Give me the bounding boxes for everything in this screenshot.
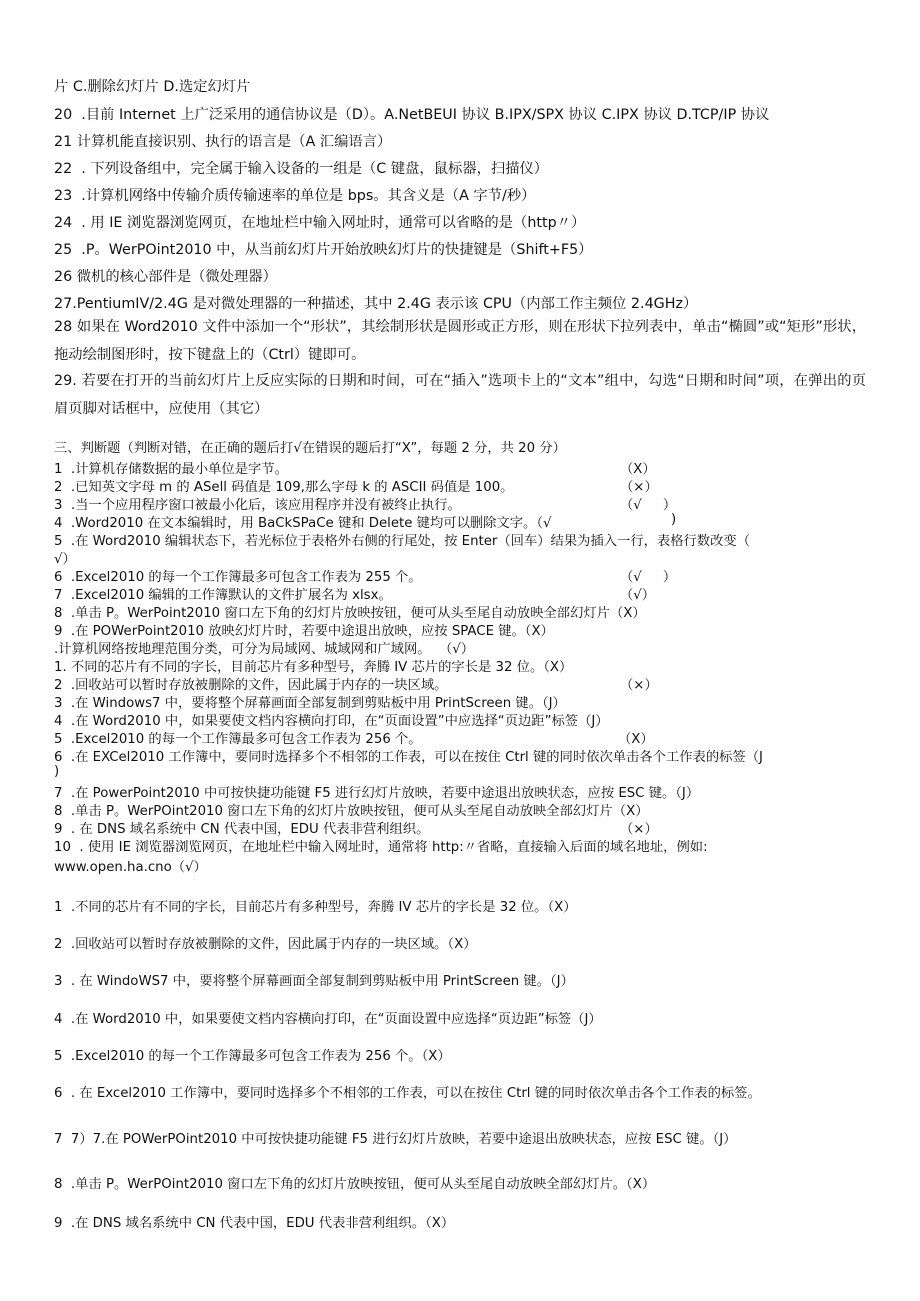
review-item: 8 .单击 P。WerPOint2010 窗口左下角的幻灯片放映按钮，便可从头至尾自动放映全部幻灯片。（X）: [54, 1177, 656, 1192]
answer-line: 25 .P。WerPOint2010 中，从当前幻灯片开始放映幻灯片的快捷键是（Shift+F5）: [54, 242, 593, 258]
judge-item: 3 .在 Windows7 中，要将整个屏幕画面全部复制到剪贴板中用 PrintScreen 键。（J）: [54, 696, 566, 711]
judge-mark: （×）: [620, 480, 658, 495]
judge-item: 1. 不同的芯片有不同的字长，目前芯片有多种型号，奔腾 IV 芯片的字长是 32 位。（X）: [54, 660, 573, 675]
review-item: 1 .不同的芯片有不同的字长，目前芯片有多种型号，奔腾 IV 芯片的字长是 32 位。（X）: [54, 900, 577, 915]
review-item: 7 7）7.在 POWerPOint2010 中可按快捷功能键 F5 进行幻灯片放映，若要中途退出放映状态，应按 ESC 键。（J）: [54, 1132, 737, 1147]
judge-mark: （×）: [620, 822, 658, 837]
review-item: 4 .在 Word2010 中，如果要使文档内容横向打印，在“页面设置中应选择“页边距”标签（J）: [54, 1012, 602, 1027]
judge-mark: （√ ）: [620, 570, 677, 585]
judge-item: ): [54, 764, 60, 779]
answer-line: 片 C.删除幻灯片 D.选定幻灯片: [54, 79, 251, 95]
judge-item: 1 .计算机存储数据的最小单位是字节。: [54, 462, 288, 477]
judge-item: 4 .Word2010 在文本编辑时，用 BaCkSPaCe 键和 Delete 键均可以删除文字。（√: [54, 516, 552, 531]
judge-mark: （√ ）: [620, 498, 677, 513]
judge-item: √）: [54, 552, 76, 567]
answer-line: 27.PentiumIV/2.4G 是对微处理器的一种描述，其中 2.4G 表示该 CPU（内部工作主频位 2.4GHz）: [54, 296, 698, 312]
judge-item: 9 . 在 DNS 域名系统中 CN 代表中国，EDU 代表非营利组织。: [54, 822, 430, 837]
answer-line: 21 计算机能直接识别、执行的语言是（A 汇编语言）: [54, 134, 392, 150]
judge-item: www.open.ha.cno（√）: [54, 860, 207, 875]
judge-mark: （X）: [618, 732, 654, 747]
judge-item: 8 .单击 P。WerPoint2010 窗口左下角的幻灯片放映按钮，便可从头至尾自动放映全部幻灯片（X）: [54, 606, 646, 621]
judge-item: 9 .在 POWerPoint2010 放映幻灯片时，若要中途退出放映，应按 SPACE 键。（X）: [54, 624, 554, 639]
judge-item: 8 .单击 P。WerPOint2010 窗口左下角的幻灯片放映按钮，便可从头至尾自动放映全部幻灯片（X）: [54, 804, 649, 819]
judge-item: 2 .回收站可以暂时存放被删除的文件，因此属于内存的一块区域。: [54, 678, 448, 693]
judge-item: .计算机网络按地理范围分类，可分为局域网、城域网和广域网。 （√）: [54, 642, 475, 657]
judge-mark: （×）: [620, 678, 658, 693]
judge-mark: （√）: [620, 588, 656, 603]
review-item: 6 . 在 Excel2010 工作簿中，要同时选择多个不相邻的工作表，可以在按住 Ctrl 键的同时依次单击各个工作表的标签。: [54, 1086, 761, 1101]
answer-paragraph: 29. 若要在打开的当前幻灯片上反应实际的日期和时间，可在“插入”选项卡上的“文本”组中，勾选“日期和时间”项，在弹出的页眉页脚对话框中，应使用（其它）: [54, 373, 866, 417]
review-item: 9 .在 DNS 域名系统中 CN 代表中国，EDU 代表非营利组织。（X）: [54, 1216, 455, 1231]
answer-line: 26 微机的核心部件是（微处理器）: [54, 269, 277, 285]
judge-item: 6 .Excel2010 的每一个工作簿最多可包含工作表为 255 个。: [54, 570, 422, 585]
judge-item: 10 . 使用 IE 浏览器浏览网页，在地址栏中输入网址时，通常将 http:〃省略，直接输入后面的域名地址，例如:: [54, 840, 708, 855]
judge-item: 5 .Excel2010 的每一个工作簿最多可包含工作表为 256 个。: [54, 732, 422, 747]
judge-item: 7 .在 PowerPoint2010 中可按快捷功能键 F5 进行幻灯片放映，若要中途退出放映状态，应按 ESC 键。（J）: [54, 786, 700, 801]
judge-mark: （X）: [620, 462, 656, 477]
answer-line: 20 .目前 Internet 上广泛采用的通信协议是（D）。A.NetBEUI 协议 B.IPX/SPX 协议 C.IPX 协议 D.TCP/IP 协议: [54, 107, 770, 123]
answer-line: 22 . 下列设备组中，完全属于输入设备的一组是（C 键盘，鼠标器，扫描仪）: [54, 161, 549, 177]
review-item: 2 .回收站可以暂时存放被删除的文件，因此属于内存的一块区域。（X）: [54, 937, 477, 952]
answer-paragraph: 28 如果在 Word2010 文件中添加一个“形状”，其绘制形状是圆形或正方形，则在形状下拉列表中，单击“椭圆”或“矩形”形状，拖动绘制图形时，按下键盘上的（Ctrl）键即可。: [54, 319, 866, 363]
judge-item: 3 .当一个应用程序窗口被最小化后，该应用程序并没有被终止执行。: [54, 498, 461, 513]
section-heading: 三、判断题（判断对错，在正确的题后打√在错误的题后打“X”，每题 2 分，共 20 分）: [54, 441, 566, 456]
review-item: 5 .Excel2010 的每一个工作簿最多可包含工作表为 256 个。（X）: [54, 1049, 451, 1064]
judge-item: 6 .在 EXCel2010 工作簿中，要同时选择多个不相邻的工作表，可以在按住 Ctrl 键的同时依次单击各个工作表的标签（J: [54, 750, 763, 765]
judge-mark: ): [671, 512, 677, 527]
judge-item: 4 .在 Word2010 中，如果要使文档内容横向打印，在“页面设置”中应选择“页边距”标签（J）: [54, 714, 609, 729]
answer-line: 24 . 用 IE 浏览器浏览网页，在地址栏中输入网址时，通常可以省略的是（http〃）: [54, 215, 586, 231]
judge-item: 2 .已知英文字母 m 的 ASell 码值是 109,那么字母 k 的 ASCII 码值是 100。: [54, 480, 514, 495]
review-item: 3 . 在 WindoWS7 中，要将整个屏幕画面全部复制到剪贴板中用 PrintScreen 键。（J）: [54, 974, 574, 989]
answer-line: 23 .计算机网络中传输介质传输速率的单位是 bps。其含义是（A 字节/秒）: [54, 188, 536, 204]
judge-item: 7 .Excel2010 编辑的工作簿默认的文件扩展名为 xlsx。: [54, 588, 392, 603]
judge-item: 5 .在 Word2010 编辑状态下，若光标位于表格外右侧的行尾处，按 Enter（回车）结果为插入一行，表格行数改变（: [54, 534, 750, 549]
